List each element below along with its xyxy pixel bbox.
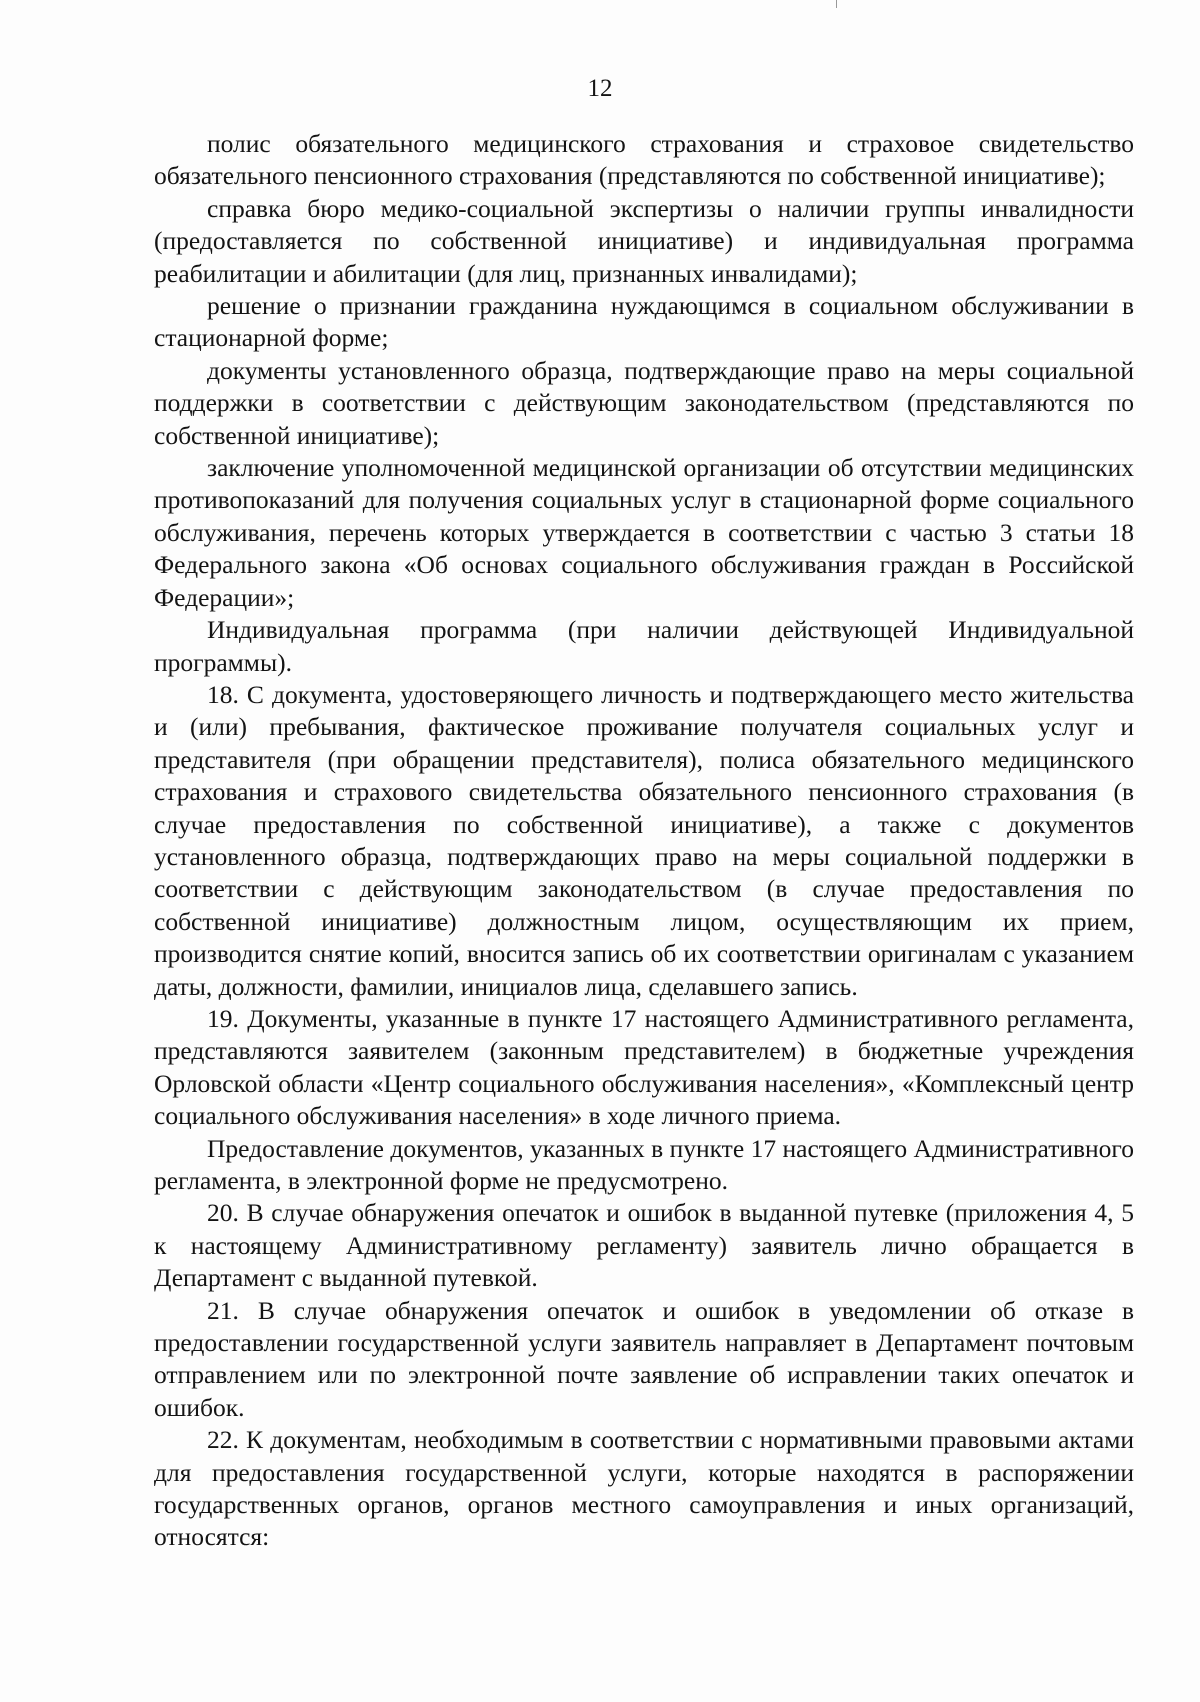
paragraph-item-21: 21. В случае обнаружения опечаток и ошибок в уведомлении об отказе в предоставлении государственной услуги заявитель направляет в Департамент почтовым отправлением или по электронной почте заявление об исправлении таких опечаток и ошибок. [154, 1295, 1134, 1422]
paragraph-support-documents: документы установленного образца, подтверждающие право на меры социальной поддержки в соответствии с действующим законодательством (представляются по собственной инициативе); [154, 355, 1134, 450]
paragraph-policy: полис обязательного медицинского страхования и страховое свидетельство обязательного пенсионного страхования (представляются по собственной инициативе); [154, 129, 1134, 191]
scan-mark [836, 0, 837, 8]
page-number: 12 [587, 75, 613, 102]
document-body [154, 128, 1134, 1554]
paragraph-item-19: 19. Документы, указанные в пункте 17 настоящего Административного регламента, представляются заявителем (законным представителем) в бюджетные учреждения Орловской области «Центр социального обслуживания населения», «Комплексный центр социального обслуживания населения» в ходе личного приема. [154, 1003, 1134, 1131]
paragraph-item-20: 20. В случае обнаружения опечаток и ошибок в выданной путевке (приложения 4, 5 к настоящему Административному регламенту) заявитель лично обращается в Департамент с выданной путевкой. [154, 1198, 1134, 1293]
paragraph-medical-conclusion: заключение уполномоченной медицинской организации об отсутствии медицинских противопоказаний для получения социальных услуг в стационарной форме социального обслуживания, перечень которых утверждается в соответствии с частью 3 статьи 18 Федерального закона «Об основах социального обслуживания граждан в Российской Федерации»; [154, 453, 1134, 612]
paragraph-mse-certificate: справка бюро медико-социальной экспертизы о наличии группы инвалидности (предоставляется по собственной инициативе) и индивидуальная программа реабилитации и абилитации (для лиц, признанных инвалидами); [154, 193, 1134, 288]
paragraph-need-decision: решение о признании гражданина нуждающимся в социальном обслуживании в стационарной форме; [154, 291, 1134, 353]
paragraph-electronic-form: Предоставление документов, указанных в пункте 17 настоящего Административного регламента, в электронной форме не предусмотрено. [154, 1133, 1134, 1195]
paragraph-item-18: 18. С документа, удостоверяющего личность и подтверждающего место жительства и (или) пребывания, фактическое проживание получателя социальных услуг и представителя (при обращении представителя), полиса обязательного медицинского страхования и страхового свидетельства обязательного пенсионного страхования (в случае предоставления по собственной инициативе), а также с документов установленного образца, подтверждающих право на меры социальной поддержки в соответствии с действующим законодательством (в случае предоставления по собственной инициативе) должностным лицом, осуществляющим их прием, производится снятие копий, вносится запись об их соответствии оригиналам с указанием даты, должности, фамилии, инициалов лица, сделавшего запись. [154, 679, 1134, 1001]
paragraph-individual-program: Индивидуальная программа (при наличии действующей Индивидуальной программы). [154, 615, 1134, 677]
paragraph-item-22: 22. К документам, необходимым в соответствии с нормативными правовыми актами для предоставления государственной услуги, которые находятся в распоряжении государственных органов, органов местного самоуправления и иных организаций, относятся: [154, 1425, 1134, 1552]
